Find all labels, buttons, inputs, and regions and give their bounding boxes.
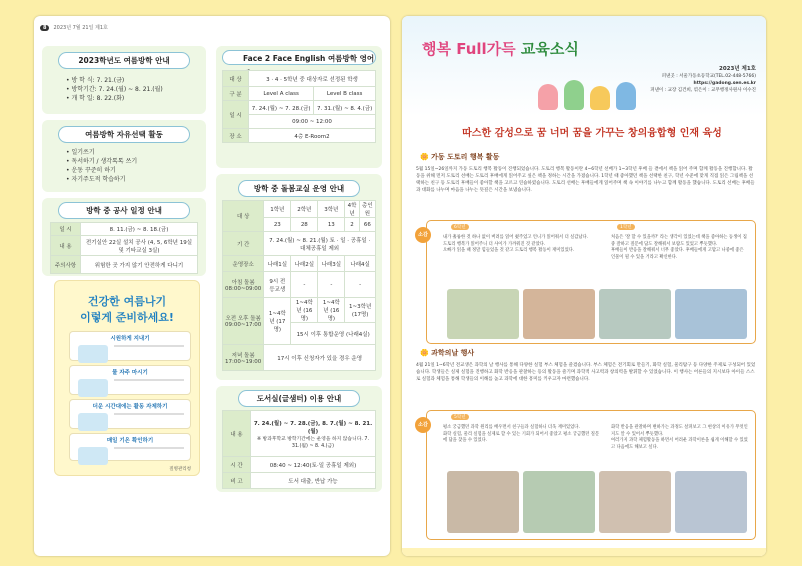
right-page — [402, 16, 766, 556]
poster-item: 시원하게 지내기 — [69, 331, 191, 361]
grade-chip: 6학년 — [451, 224, 469, 230]
list-item: • 자기주도적 학습하기 — [66, 176, 126, 183]
grade-chip: 5학년 — [451, 414, 469, 420]
page-header — [40, 24, 108, 31]
activity-photo — [523, 471, 595, 533]
activities-list — [66, 148, 137, 184]
table-row: 기 간 7. 24.(월) ~ 8. 21.(월) 토 · 일 · 공휴일 · 대체공휴일 제외 — [223, 232, 376, 256]
table-row: 대 상 3 · 4 · 5학년 중 대상자로 선정된 학생 — [223, 71, 376, 87]
care-title: 방학 중 돌봄교실 운영 안내 — [238, 180, 360, 197]
list-item: • 개 학 일: 8. 22.(화) — [66, 95, 125, 102]
care-box — [216, 174, 382, 380]
grade-chip: 1학년 — [617, 224, 635, 230]
poster-title: 건강한 여름나기 — [87, 295, 167, 308]
construction-table — [50, 222, 198, 274]
library-title: 도서실(글샘터) 이용 안내 — [238, 390, 360, 407]
issue-number: 2023년 제1호 — [719, 66, 756, 72]
science-comments-a: 평소 궁금했던 과학 원리를 배우면서 친구들과 실험하니 더욱 재미있었다. 화학 실험, 물리 실험을 실제로 할 수 있는 기회가 되어서 좋았고 평소 궁금했던 질문에 답을 찾을 수 있었다. — [443, 425, 600, 443]
activity-photo — [523, 289, 595, 339]
construction-box — [42, 198, 206, 276]
page-header-date: 2023년 7월 21일 제1호 — [53, 25, 108, 31]
list-item: • 운동 꾸준히 하기 — [66, 167, 116, 174]
activity-photo — [447, 471, 519, 533]
list-item: • 방학기간: 7. 24.(월) ~ 8. 21.(월) — [66, 86, 163, 93]
list-item: • 일기쓰기 — [66, 149, 95, 156]
table-row: 일 시 8. 11.(금) ~ 8. 18.(금) — [51, 223, 198, 236]
vision-banner: 따스한 감성으로 꿈 너머 꿈을 가꾸는 창의융합형 인재 육성 — [462, 128, 722, 139]
library-period: 7. 24.(월) ~ 7. 28.(금), 8. 7.(월) ~ 8. 21.(월) — [253, 420, 373, 435]
activity-photo — [675, 471, 747, 533]
left-page — [34, 16, 390, 556]
activity-photo — [447, 289, 519, 339]
newsletter-masthead: 행복 Full가득 교육소식 — [422, 40, 579, 58]
table-row: 구 분 Level A class Level B class — [223, 87, 376, 101]
activity-photo — [675, 289, 747, 339]
poster-item: 더운 시간대에는 활동 자제하기 — [69, 399, 191, 429]
activities-box — [42, 120, 206, 192]
poster-item: 매일 기온 확인하기 — [69, 433, 191, 461]
acorn-comments-a: 내가 훌륭한 것 하나 없이 버려를 읽어 줬주었고 언니가 읽어줘서 더 실감났다. 도토리 행복가 읽어주니 더 사이가 가까워진 것 같았다. 오빠가 읽을 때 정말 힘들었을 것 같고 도토리 행복 활동이 재미있었다. — [443, 235, 589, 253]
reflection-tag: 소감 — [415, 417, 431, 433]
list-item: • 독서하기 / 생각톡톡 쓰기 — [66, 158, 138, 165]
library-box — [216, 386, 382, 492]
table-row: 15시 이후 통합운영 (나래4실) — [223, 323, 376, 345]
construction-title: 방학 중 공사 일정 안내 — [58, 202, 190, 219]
section-title-acorn: 🌼 가동 도토리 행복 활동 — [420, 153, 500, 161]
editors: 펴낸이 : 교장 김건희, 엮은이 : 교무행정사원사 이수진 — [650, 88, 756, 93]
issue-info — [650, 66, 756, 94]
poster-subtitle: 이렇게 준비하세요! — [80, 311, 174, 324]
science-comments-b: 화학 반응을 관찰하며 변하가는 과정도 살펴보고 그 현상의 이유가 무엇인지도 알 수 있어서 뿌듯했다. 여러가지 과학 체험활동을 하면서 어려운 과학이론을 쉽게 이해할 수 있었고 다음에도 해보고 싶다. — [611, 425, 748, 450]
english-camp-title: Face 2 Face English 여름방학 영어 — [222, 50, 376, 65]
table-row: 내 용 전기실안 22실 설치 공사 (4, 5, 6학년 19실 및 기타교실 3실) — [51, 236, 198, 256]
vacation-box — [42, 46, 206, 114]
poster-item: 물 자주 마시기 — [69, 365, 191, 395]
english-camp-table — [222, 70, 376, 143]
science-reflection-box — [418, 410, 756, 540]
table-row: 내 용 7. 24.(월) ~ 7. 28.(금), 8. 7.(월) ~ 8. 21.(월) ※ 방과후학교 방학기간에는 운영을 하지 않습니다. 7. 31.(월) ~ 8. 4.(금) — [223, 411, 376, 457]
care-table — [222, 200, 376, 371]
summer-health-poster — [54, 280, 200, 476]
library-note: ※ 방과후학교 방학기간에는 운영을 하지 않습니다. 7. 31.(월) ~ 8. 4.(금) — [257, 436, 369, 449]
acorn-reflection-box — [418, 220, 756, 344]
table-row: 오전 오후 돌봄 09:00~17:00 1~4학년 (17명) 1~4학년 (16명) 1~4학년 (16명) 1~3학년 (17명) — [223, 298, 376, 323]
vacation-list — [66, 76, 163, 103]
table-row: 일 시 7. 24.(월) ~ 7. 28.(금) 7. 31.(월) ~ 8. 4.(금) — [223, 101, 376, 115]
science-paragraph: 4월 21일 1~6학년 전교생은 과학의 날 행사를 통해 다양한 실험 부스 체험을 즐겼습니다. 부스 체험은 전기회로 만들기, 화학 실험, 물리탐구 등 다양한 주제로 구성되어 있었습니다. 학생들은 실제 실험을 진행하고 화학 반응을 관찰하는 등의 활동을 즐기며 과학적 사고력과 창의력을 발휘할 수 있었습니다. 이 행사는 어른들의 지시보다 아이들 스스로 실험과 체험을 통해 학생들의 이해를 높고 과학에 대한 흥미를 키우고자 마련했습니다. — [416, 363, 756, 382]
table-row: 아침 돌봄 08:00~09:00 9시 전 등교생 - - - — [223, 272, 376, 298]
kids-illustration — [530, 74, 650, 114]
table-row: 장 소 4층 E-Room2 — [223, 129, 376, 143]
footer-strip — [402, 548, 766, 556]
table-row: 대 상 1학년 2학년 3학년 4학년 총인원 — [223, 201, 376, 218]
table-row: 시 간 08:40 ~ 12:40(토·일 공휴일 제외) — [223, 457, 376, 473]
activity-photo — [599, 289, 671, 339]
acorn-comments-b: 처음은 '잘 할 수 있을까?' 라는 생각이 있었는데 책을 좋아하는 동생이 집중 잘하고 질문에 답도 잘해줘서 보람도 있었고 뿌듯했다. 후배들이 반응을 잘해줘서 너무 좋았다. 후배들에게 고맙고 나중에 좋은 인물이 될 수 있을 거라고 확신한다. — [611, 235, 747, 260]
list-item: • 방 학 식: 7. 21.(금) — [66, 77, 125, 84]
table-row: 주의사항 위험한 곳 가지 않기 안전하게 다니기 — [51, 256, 198, 274]
section-title-science: 🌼 과학의날 행사 — [420, 349, 475, 357]
school-url[interactable]: https://gadong.sen.es.kr — [693, 81, 756, 86]
vacation-title: 2023학년도 여름방학 안내 — [58, 52, 190, 69]
page-number: 8 — [40, 25, 49, 31]
table-row: 운영장소 나래1실 나래2실 나래3실 나래4실 — [223, 256, 376, 272]
table-row: 저녁 돌봄 17:00~19:00 17시 이후 신청자가 있을 경우 운영 — [223, 345, 376, 371]
activity-photo — [599, 471, 671, 533]
table-row: 09:00 ~ 12:00 — [223, 115, 376, 129]
acorn-paragraph: 5월 15일~26일까지 가동 도토리 행복 활동이 진행되었습니다. 도토리 행복 활동이란 4~6학년 선배가 1~3학년 후배 들 곁에서 책을 읽어 주며 함께 활동을 진행합니다. 활동을 위해 먼저 도토리 선배는 도토리 후배에게 읽어주고 싶은 책을 정하는 시간을 가졌습니다. 1학년 때 좋아했던 책을 선택한 친구, 학년 수준에 맞게 직접 읽은 그림책을 선택하는 친구 등 도토리 후배들이 좋아할 책을 고르고 연습하였습니다. 도토리 선배는 후배들에게 읽어주며 책 속 이야기를 나누고 함께 활동을 했습니다. 도토리 선배는 후배들과 대화를 나누며 마음을 나누는 뜻깊은 시간을 보냈습니다. — [416, 167, 755, 193]
library-table — [222, 410, 376, 489]
publisher: 펴낸곳 : 서울가동초등학교(TEL.02-448-5766) — [661, 74, 756, 79]
poster-footer: 질병관리청 — [169, 467, 191, 472]
activities-title: 여름방학 자유선택 활동 — [58, 126, 190, 143]
table-row: 23 28 13 2 66 — [223, 218, 376, 232]
table-row: 비 고 도서 대출, 반납 가능 — [223, 473, 376, 489]
reflection-tag: 소감 — [415, 227, 431, 243]
english-camp-box — [216, 46, 382, 168]
